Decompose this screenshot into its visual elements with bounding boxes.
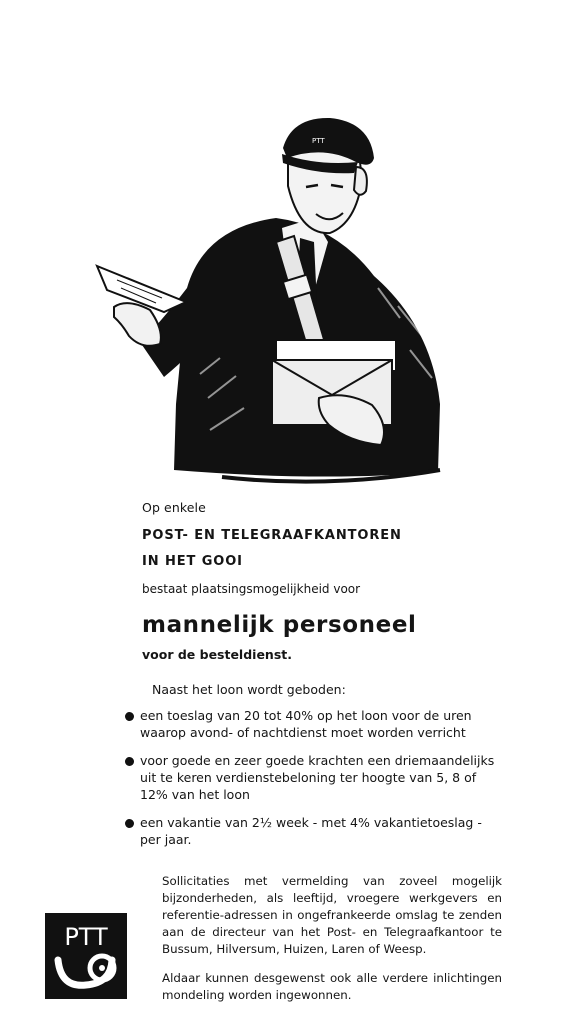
postman-ear (354, 167, 367, 195)
offices-line-1: POST- EN TELEGRAAFKANTOREN (142, 528, 402, 543)
postman-illustration (92, 112, 452, 492)
application-section (162, 873, 502, 1004)
logo-text: PTT (64, 923, 108, 951)
benefits-intro: Naast het loon wordt geboden: (152, 682, 346, 697)
cap-badge: PTT (312, 137, 325, 145)
bullet-icon (125, 712, 134, 721)
benefit-line: uit te keren verdienstebeloning ter hoogte van 5, 8 of (140, 770, 477, 785)
left-hand (114, 303, 161, 346)
bullet-icon (125, 819, 134, 828)
benefit-item (140, 707, 530, 741)
intro-text: Op enkele (142, 500, 206, 515)
information-note: Aldaar kunnen desgewenst ook alle verdere inlichtingen mondeling worden ingewonnen. (162, 971, 502, 1002)
benefit-line: een vakantie van 2½ week - met 4% vakantietoeslag - (140, 815, 482, 830)
availability-text: bestaat plaatsingsmogelijkheid voor (142, 582, 361, 596)
benefit-line: per jaar. (140, 832, 192, 847)
application-instructions: Sollicitaties met vermelding van zoveel mogelijk bijzonderheden, als leeftijd, vroegere werkgevers en referentie-adressen in ongefrankeerde omslag te zenden aan de directeur van het Post- en Telegraafkantoor te Bussum, Hilversum, Huizen, Laren of Weesp. (162, 874, 502, 956)
service-text: voor de besteldienst. (142, 647, 292, 662)
advertisement (140, 500, 530, 1016)
bullet-icon (125, 757, 134, 766)
benefit-line: een toeslag van 20 tot 40% op het loon voor de uren (140, 708, 472, 723)
headline: mannelijk personeel (142, 612, 417, 638)
benefit-line: waarop avond- of nachtdienst moet worden verricht (140, 725, 466, 740)
benefits-list (140, 707, 530, 848)
benefit-item (140, 814, 530, 848)
benefit-line: 12% van het loon (140, 787, 250, 802)
offices-line-2: IN HET GOOI (142, 554, 243, 569)
benefit-line: voor goede en zeer goede krachten een driemaandelijks (140, 753, 495, 768)
ptt-logo (45, 913, 127, 999)
benefit-item (140, 752, 530, 803)
